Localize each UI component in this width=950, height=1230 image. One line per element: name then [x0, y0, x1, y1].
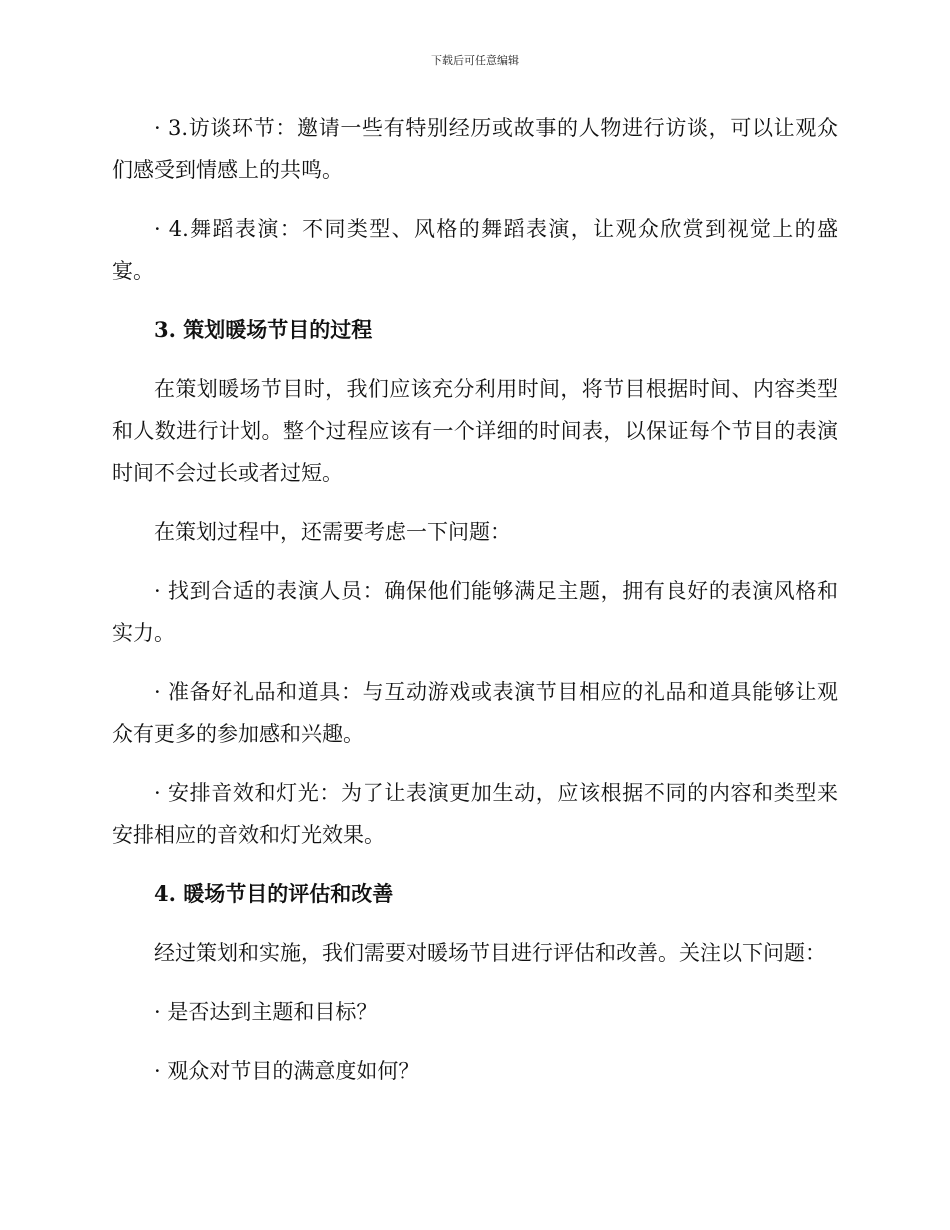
bullet-dance-performance: · 4.舞蹈表演：不同类型、风格的舞蹈表演，让观众欣赏到视觉上的盛宴。 [112, 217, 838, 283]
paragraph-planning-considerations: 在策划过程中，还需要考虑一下问题： [154, 520, 511, 544]
bullet-goal-achieved: · 是否达到主题和目标？ [154, 1000, 378, 1024]
paragraph-evaluation-intro: 经过策划和实施，我们需要对暖场节目进行评估和改善。关注以下问题： [154, 941, 826, 965]
bullet-arrange-sound-lighting: · 安排音效和灯光：为了让表演更加生动，应该根据不同的内容和类型来安排相应的音效和灯光效果。 [112, 781, 838, 847]
paragraph-planning-schedule: 在策划暖场节目时，我们应该充分利用时间，将节目根据时间、内容类型和人数进行计划。整个过程应该有一个详细的时间表，以保证每个节目的表演时间不会过长或者过短。 [112, 377, 838, 485]
bullet-interview-segment: · 3.访谈环节：邀请一些有特别经历或故事的人物进行访谈，可以让观众们感受到情感上的共鸣。 [112, 116, 838, 182]
bullet-audience-satisfaction: · 观众对节目的满意度如何？ [154, 1059, 420, 1083]
section-heading-evaluation: 4. 暖场节目的评估和改善 [154, 881, 394, 906]
section-heading-planning-process: 3. 策划暖场节目的过程 [154, 317, 373, 342]
bullet-prepare-gifts-props: · 准备好礼品和道具：与互动游戏或表演节目相应的礼品和道具能够让观众有更多的参加感和兴趣。 [112, 680, 838, 746]
bullet-find-performers: · 找到合适的表演人员：确保他们能够满足主题，拥有良好的表演风格和实力。 [112, 579, 838, 645]
page-header: 下载后可任意编辑 [431, 54, 519, 67]
document-body [112, 107, 838, 1109]
